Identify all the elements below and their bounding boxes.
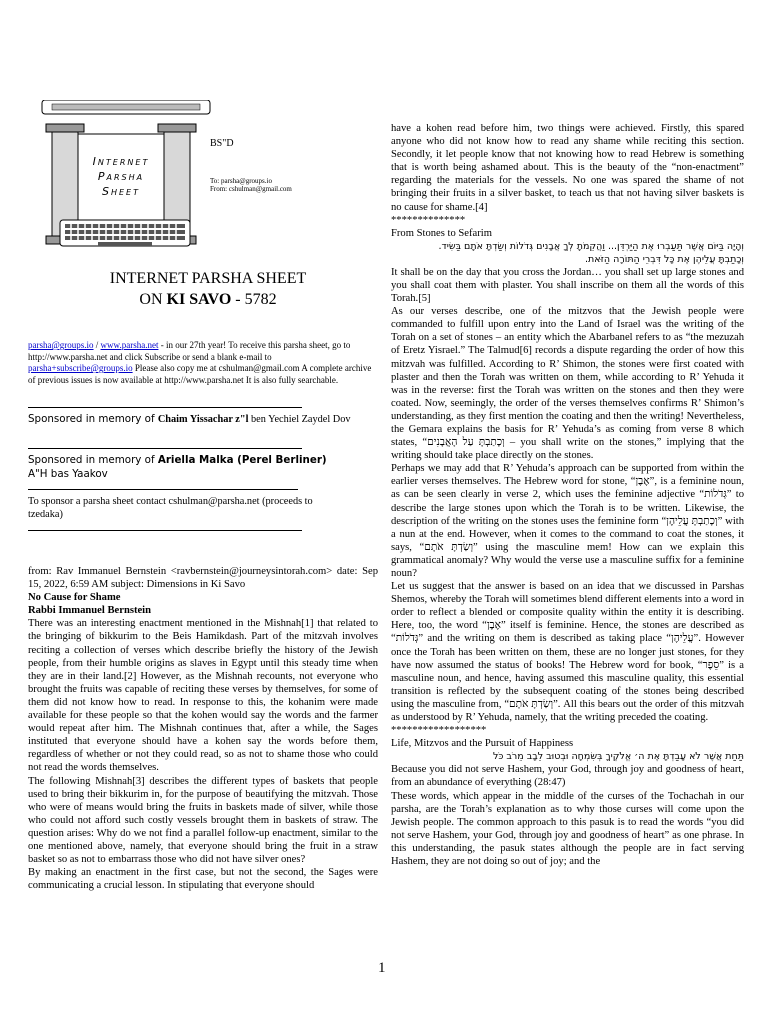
paragraph: It shall be on the day that you cross the Jordan… you shall set up large stones and you shall coat them with plaster. You shall inscribe on them all the words of this Torah.[5]: [391, 266, 744, 305]
paragraph: Perhaps we may add that R’ Yehuda’s approach can be supported from within the earlier verses themselves. The Hebrew word for stone, “אֶבֶן”, is a feminine noun, as can be seen clearly in verse 2, which uses the feminine adjective “גְּדֹלוֹת” to describe the large stones upon which the Torah is to be written. Likewise, the description of the writing on the stones uses the feminine form “וְכָתַבְתָּ עֲלֵיהֶן” with a nun at the end. However, when it comes to the command to coat the stones, it says, “וְשַׂדְתָּ אֹתָם” using the masculine mem! How can we explain this grammatical anomaly? Why would the verse use a masculine suffix for a feminine noun?: [391, 463, 745, 579]
intro-paragraph: [28, 340, 372, 386]
from-address: From: cshulman@gmail.com: [210, 185, 292, 193]
title-on: ON: [139, 291, 167, 308]
title-year: - 5782: [231, 291, 277, 308]
paragraph: There was an interesting enactment mentioned in the Mishnah[1] that related to the bringing of bikkurim to the Beis Hamikdash. Part of the mitzvah involves reciting a collection of verses which describe briefly the history of the Jewish people, from their humble origins as slaves in Egypt until this steady time when they are in their land.[2] However, as the Mishnah recounts, not everyone who brought the fruits was capable of reciting these verses by themselves, for some of them did not know how to read. In response to this, the kohanim were made available for these people so that the kohen would say the words and the farmer would repeat after him. The Mishnah continues that, after a while, the Sages instituted that everyone should have a kohen say the words before them, regardless of whether or not they could read, so as not to shame those who could not read the words themselves.: [28, 618, 378, 774]
title-line1: INTERNET PARSHA SHEET: [109, 270, 307, 287]
left-column: [28, 565, 378, 892]
paragraph: Let us suggest that the answer is based on an idea that we discussed in Parshas Shemos, whereby the Torah will sometimes blend different elements into a word in order to reflect a blended or composite quality within the entity it is describing. Here, too, the word “אֶבֶן” itself is feminine. Hence, the stones are described as “גְּדֹלוֹת” and the writing on them is described as taking place “עֲלֵיהֶן”. However once the Torah has been written on them, these are no longer just stones, for they have now assumed the status of books! The Hebrew word for book, “סֵפֶר” is a masculine noun, and hence, having assumed this masculine quality, this essential transition is reflected by the subsequent coating of the stones being described using the masculine from, “וְשַׂדְתָּ אֹתָם”. All this bears out the order of this mitzvah as understood by R’ Yehuda, namely, that the writing preceded the coating.: [391, 581, 745, 724]
page-title: [28, 268, 388, 310]
hebrew-verse: תַּחַת אֲשֶׁר לֹא עָבַדְתָּ אֶת ה׳ אֱלֹקֶיךָ בְּשִׂמְחָה וּבְטוּב לֵבָב מֵרֹב כֹּל: [492, 751, 744, 763]
sponsor-contact: To sponsor a parsha sheet contact cshulman@parsha.net (proceeds to tzedaka): [28, 496, 313, 520]
hebrew-verse: וְהָיָה בַּיּוֹם אֲשֶׁר תַּעַבְרוּ אֶת הַיַּרְדֵּן... וַהֲקֵמֹתָ לְךָ אֲבָנִים גְּדֹלוֹת וְשַׂדְתָּ אֹתָם בַּשִּׂיד.: [438, 240, 744, 252]
logo-line2: Parsha: [97, 170, 145, 183]
parsha-site-link[interactable]: www.parsha.net: [100, 340, 159, 350]
sponsor-2: [28, 453, 376, 481]
page-number: 1: [378, 960, 386, 976]
sponsor-1: [28, 413, 376, 426]
paragraph: These words, which appear in the middle of the curses of the Tochachah in our parsha, are the Torah’s explanation as to why those curses will come upon the Jewish people. The common approach to this pasuk is to read the words “you did not serve Hashem, your God, through joy and goodness of heart” as one phrase. In this understanding, the pasuk states although the people are in fact serving Hashem, they are not doing so out of joy; and the: [391, 790, 744, 867]
email-header: from: Rav Immanuel Bernstein <ravbernstein@journeysintorah.com> date: Sep 15, 2022, 6:59 AM subject: Dimensions in Ki Savo: [28, 566, 378, 591]
paragraph: By making an enactment in the first case, but not the second, the Sages were communicating a crucial lesson. In stipulating that everyone should: [28, 867, 378, 892]
hebrew-verse: וְכָתַבְתָּ עֲלֵיהֶן אֶת כָּל דִּבְרֵי הַתּוֹרָה הַזֹּאת.: [585, 253, 744, 265]
sponsor-1-rest: ben Yechiel Zaydel Dov: [248, 414, 351, 425]
sponsor-2-rest: A"H bas Yaakov: [28, 468, 108, 480]
subscribe-link[interactable]: parsha+subscribe@groups.io: [28, 363, 133, 374]
divider: [28, 489, 298, 490]
logo-line3: Sheet: [102, 185, 140, 198]
sponsor-2-name: Ariella Malka (Perel Berliner): [157, 454, 327, 466]
logo-line1: Internet: [92, 155, 150, 168]
sponsor-1-prefix: Sponsored in memory of: [28, 413, 158, 425]
paragraph: Because you did not serve Hashem, your God, through joy and goodness of heart, from an abundance of everything (28:47): [391, 764, 744, 789]
intro-sep: /: [93, 340, 101, 350]
right-column: [391, 122, 744, 868]
paragraph: The following Mishnah[3] describes the different types of baskets that people used to bring their bikkurim in, for the purpose of beautifying the mitzvah. Those who were of means would bring the fruits in baskets made of silver, while those who could not afford such costly vessels brought them in baskets of straw. The question arises: Why do we not find a parallel follow-up enactment, similar to the one mentioned above, namely, that everyone should bring the fruit in a straw basket so as not to embarrass those who did not have silver ones?: [28, 775, 378, 866]
paragraph: have a kohen read before him, two things were achieved. Firstly, this spared anyone who did not know how to read any shame while reciting this section. Secondly, it let people know that not knowing how to read Hebrew is something that is worth being ashamed about. This is the beauty of the “non-enactment” regarding the materials for the vessels. No one was spared the shame of not bringing their fruits in a silver basket, to teach us that not having silver baskets is no cause for shame.[4]: [391, 123, 744, 213]
divider: [28, 407, 302, 408]
to-address: To: parsha@groups.io: [210, 177, 272, 185]
paragraph: As our verses describe, one of the mitzvos that the Jewish people were commanded to fulfill upon entry into the Land of Israel was the writing of the Torah on a set of stones – an entity which the Abarbanel refers to as “the mezuzah of Eretz Yisrael.” The Talmud[6] records a dispute regarding the order of how this mitzvah was fulfilled. According to R’ Shimon, the stones were first coated with plaster and then the Torah was written on them, while according to R’ Yehuda it was in the reverse: first the Torah was written on the stones and then they were coated. Now, seemingly, the order of the verses themselves confirms R’ Shimon’s understanding, as they first mention the coating and then the writing! Nevertheless, the Gemara explains the basis for R’ Yehuda’s as coming from verse 8 which states, “וְכָתַבְתָּ עַל הָאֲבָנִים – you shall write on the stones,” implying that the writing should take place directly on the stones.: [391, 306, 744, 462]
intro-text1: - in our 27th year! To receive this parsha sheet, go to http://www.parsha.net and click Subscribe or send a blank e-mail to: [28, 340, 351, 362]
logo-text: [78, 154, 164, 199]
section-separator: ******************: [391, 725, 487, 737]
divider: [28, 530, 302, 531]
bsd-mark: BS"D: [210, 138, 234, 149]
article-headline: No Cause for Shame: [28, 592, 121, 604]
intro-text2: Please also copy me at cshulman@gmail.com A complete archive of previous issues is now available at http://www.parsha.net It is also fully searchable.: [28, 363, 372, 385]
section-separator: **************: [391, 214, 466, 226]
section-title: From Stones to Sefarim: [391, 227, 492, 239]
article-author: Rabbi Immanuel Bernstein: [28, 605, 152, 617]
divider: [28, 448, 302, 449]
section-title: Life, Mitzvos and the Pursuit of Happiness: [391, 738, 574, 750]
sponsor-1-name: Chaim Yissachar z"l: [157, 414, 249, 425]
title-line2: [28, 289, 388, 310]
parsha-email-link[interactable]: parsha@groups.io: [28, 340, 94, 350]
sponsor-2-prefix: Sponsored in memory of: [28, 454, 158, 466]
parsha-name: KI SAVO: [166, 291, 232, 308]
